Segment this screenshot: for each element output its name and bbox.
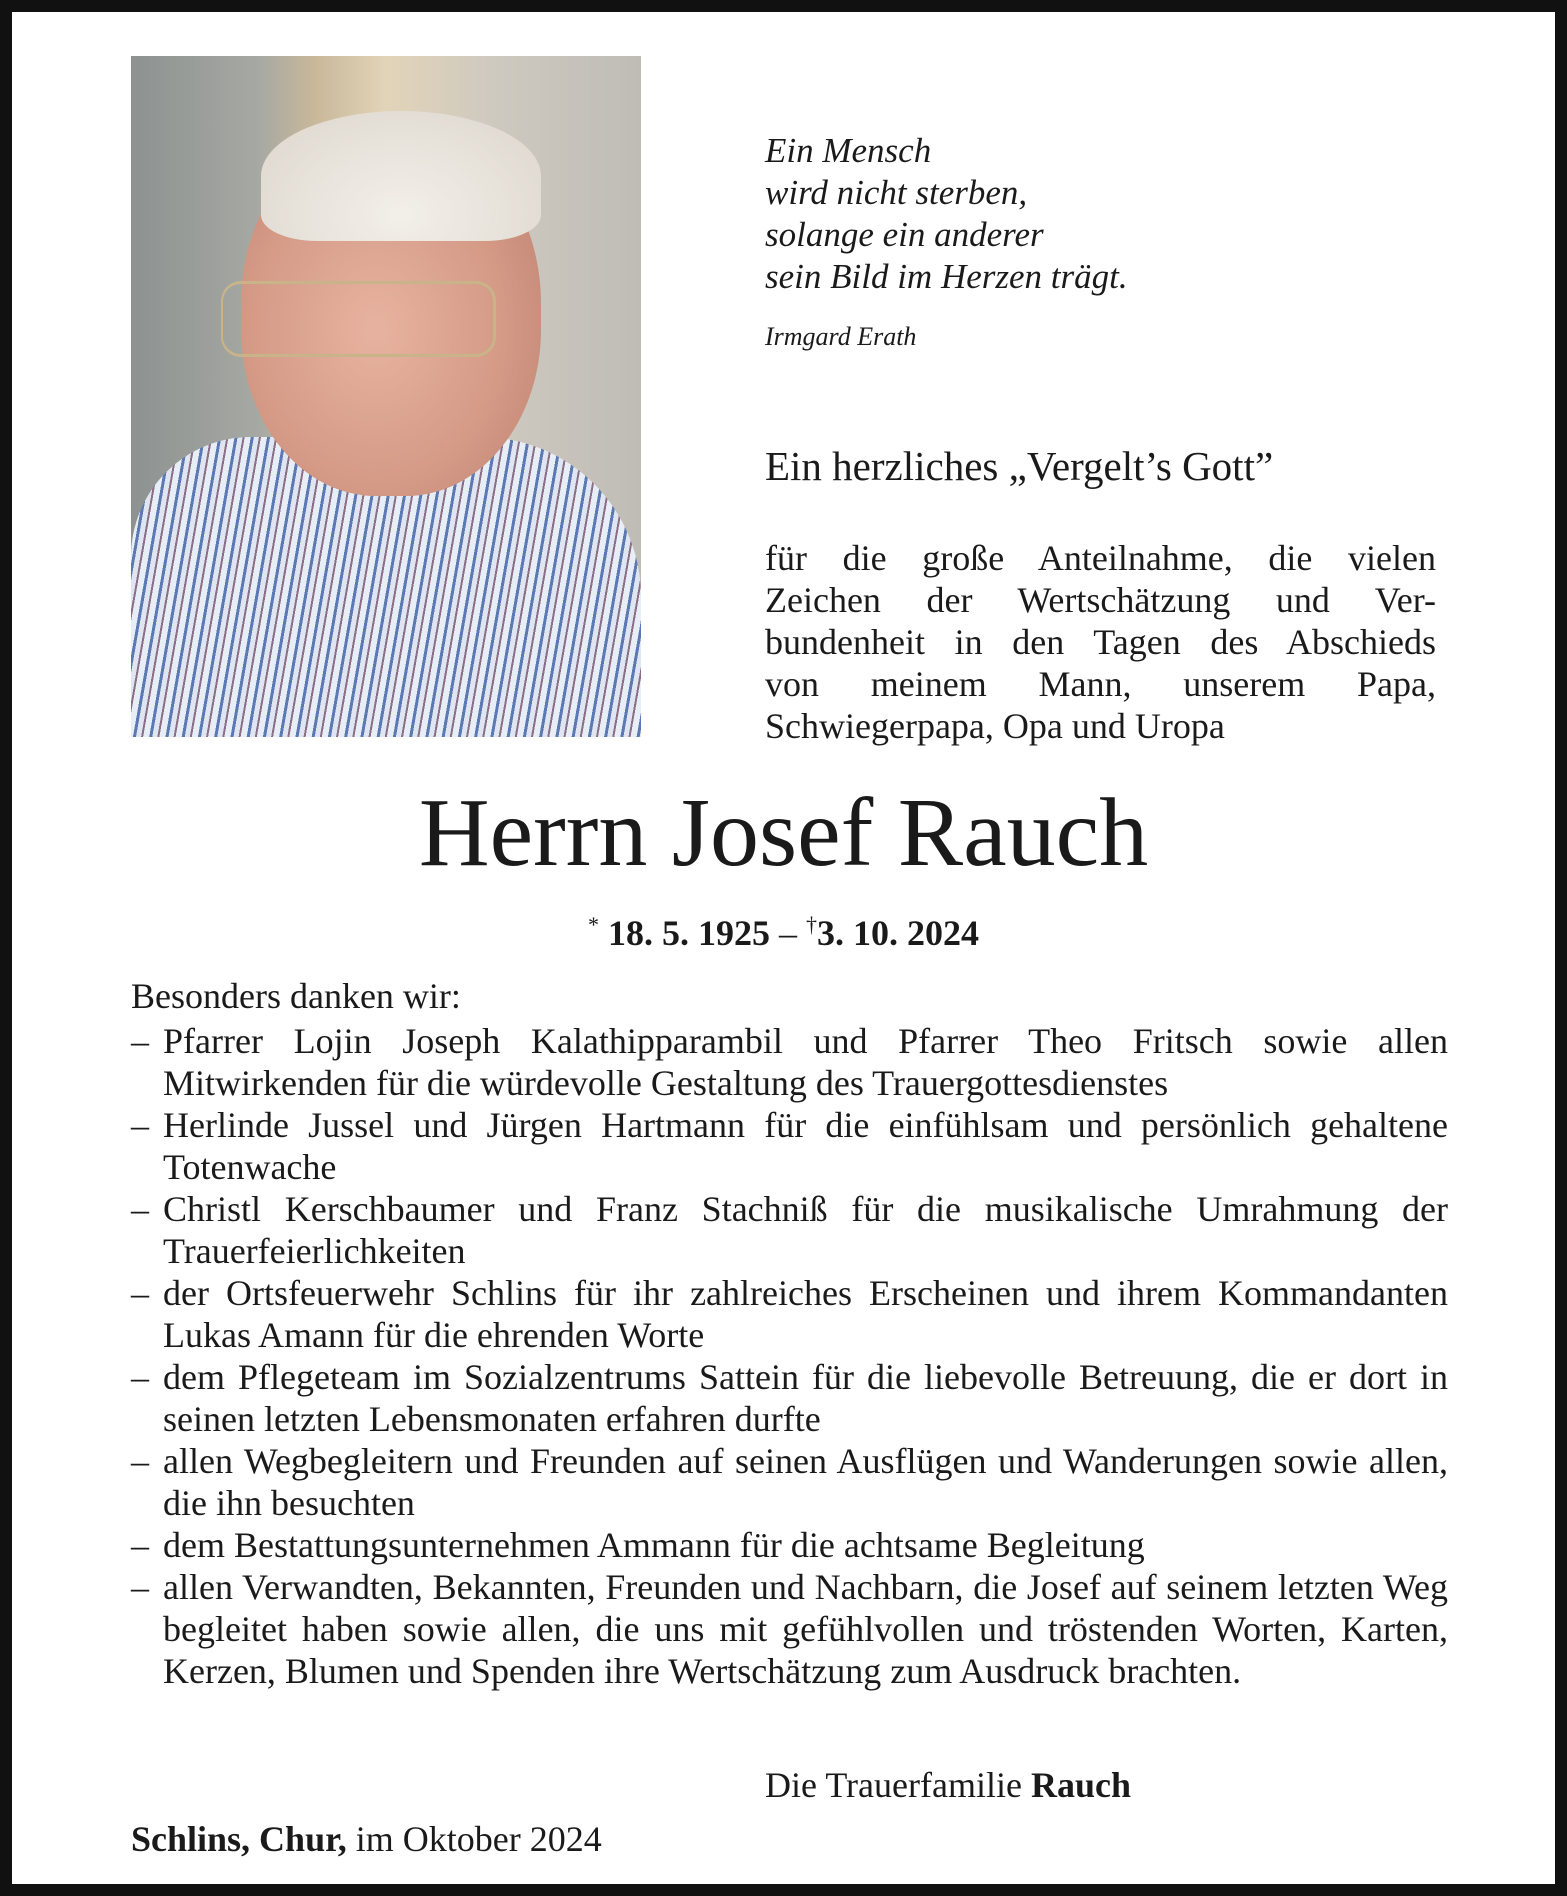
deceased-name: Herrn Josef Rauch — [418, 779, 1149, 887]
portrait-photo — [131, 56, 641, 737]
hair — [261, 111, 541, 241]
intro-line: für die große Anteilnahme, die vielen — [765, 538, 1436, 578]
thanks-list — [131, 1020, 1448, 1692]
list-item: – allen Verwandten, Bekannten, Freunden und Nachbarn, die Josef auf seinem letzten Weg begleitet haben sowie allen, die uns mit gefühlvollen und tröstenden Worten, Karten, Kerzen, Blumen und Spenden ihre Wertschätzung zum Ausdruck brachten. — [131, 1566, 1448, 1692]
list-item: – Herlinde Jussel und Jürgen Hartmann für die einfühlsam und persönlich gehaltene Totenwache — [131, 1104, 1448, 1188]
date-separator: – — [779, 913, 797, 953]
list-item: – dem Bestattungsunternehmen Ammann für die achtsame Begleitung — [131, 1524, 1448, 1566]
quote-author: Irmgard Erath — [765, 322, 917, 351]
intro-line: Zeichen der Wertschätzung und Ver- — [765, 580, 1436, 620]
list-item: – der Ortsfeuerwehr Schlins für ihr zahlreiches Erscheinen und ihrem Kommandanten Lukas Amann für die ehrenden Worte — [131, 1272, 1448, 1356]
glasses — [221, 281, 496, 357]
death-date: 3. 10. 2024 — [817, 913, 979, 953]
intro-line: Schwiegerpapa, Opa und Uropa — [765, 706, 1225, 746]
quote-line: solange ein anderer — [765, 215, 1044, 254]
list-item: – Christl Kerschbaumer und Franz Stachniß für die musikalische Umrahmung der Trauerfeierlichkeiten — [131, 1188, 1448, 1272]
signature-prefix: Die Trauerfamilie — [765, 1765, 1022, 1805]
place-date — [131, 1818, 602, 1860]
intro-text — [765, 537, 1436, 747]
quote — [765, 130, 1128, 298]
signature-family: Rauch — [1030, 1765, 1131, 1805]
birth-symbol: * — [588, 912, 599, 937]
intro-line: von meinem Mann, unserem Papa, — [765, 664, 1436, 704]
quote-line: Ein Mensch — [765, 131, 932, 170]
list-item: – Pfarrer Lojin Joseph Kalathipparambil und Pfarrer Theo Fritsch sowie allen Mitwirkenden für die würdevolle Gestaltung des Trauergottesdienstes — [131, 1020, 1448, 1104]
thanks-title: Ein herzliches „Vergelt’s Gott” — [765, 443, 1274, 489]
list-item: – allen Wegbegleitern und Freunden auf seinen Ausflügen und Wanderungen sowie allen, die ihn besuchten — [131, 1440, 1448, 1524]
obituary-page — [12, 12, 1555, 1884]
month-year: im Oktober 2024 — [355, 1819, 602, 1859]
special-thanks-heading: Besonders danken wir: — [131, 976, 461, 1016]
place-names: Schlins, Chur, — [131, 1819, 347, 1859]
death-symbol: † — [806, 912, 817, 937]
signature — [765, 1764, 1131, 1806]
quote-line: sein Bild im Herzen trägt. — [765, 257, 1128, 296]
quote-line: wird nicht sterben, — [765, 173, 1028, 212]
birth-date: 18. 5. 1925 — [608, 913, 770, 953]
intro-line: bundenheit in den Tagen des Abschieds — [765, 622, 1436, 662]
list-item: – dem Pflegeteam im Sozialzentrums Sattein für die liebevolle Betreuung, die er dort in seinen letzten Lebensmonaten erfahren durfte — [131, 1356, 1448, 1440]
life-dates — [12, 912, 1555, 954]
